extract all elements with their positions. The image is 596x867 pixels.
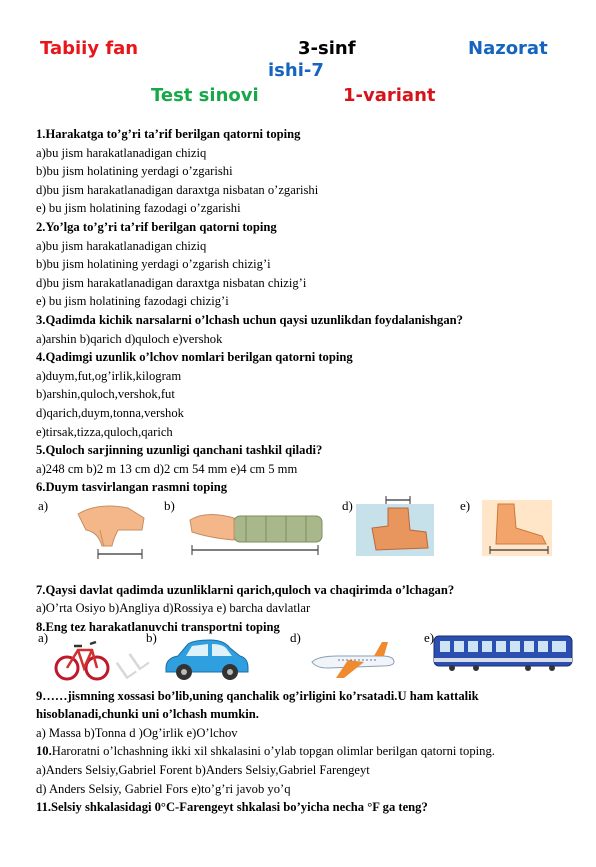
answer-option: a)248 cm b)2 m 13 cm d)2 cm 54 mm e)4 cm 5 mm [36, 461, 298, 476]
answer-option: a)O’rta Osiyo b)Angliya d)Rossiya e) barcha davlatlar [36, 601, 311, 616]
answer-option: e)tirsak,tizza,quloch,qarich [36, 424, 173, 439]
q6-images [36, 496, 576, 562]
grade-title: 3-sinf [298, 38, 356, 59]
control-title-part1: Nazorat [468, 38, 548, 59]
question-1: 1.Harakatga to’g’ri ta’rif berilgan qatorni toping [36, 127, 301, 141]
q8-images [36, 630, 576, 686]
train-image [432, 632, 576, 672]
hand-inch-image [58, 496, 148, 562]
car-image [160, 636, 250, 682]
control-title-part2: ishi-7 [268, 60, 324, 81]
answer-option: b)bu jism holatining yerdagi o’zgarishi [36, 164, 233, 179]
answer-option: a)bu jism harakatlanadigan chiziq [36, 238, 207, 253]
question-11: 11.Selsiy shkalasidagi 0°C-Farengeyt shkalasi bo’yicha necha °F ga teng? [36, 800, 428, 815]
answer-option: a) Massa b)Tonna d )Og’irlik e)O’lchov [36, 725, 238, 740]
answer-option: a)arshin b)qarich d)quloch e)vershok [36, 331, 223, 346]
question-8: 8.Eng tez harakatlanuvchi transportni toping [36, 620, 280, 635]
question-2: 2.Yo’lga to’g’ri ta’rif berilgan qatorni toping [36, 219, 277, 234]
q8-label-b: b) [146, 630, 157, 645]
question-5: 5.Quloch sarjinning uzunligi qanchani tashkil qiladi? [36, 443, 323, 458]
answer-option: a)Anders Selsiy,Gabriel Forent b)Anders Selsiy,Gabriel Farengeyt [36, 763, 370, 778]
answer-option: e) bu jism holatining fazodagi o’zgarishi [36, 201, 241, 216]
q6-label-e: e) [460, 498, 471, 513]
q8-label-d: d) [290, 630, 301, 645]
question-10-number: 10. [36, 744, 52, 759]
questions-block-1 [36, 125, 566, 817]
bicycle-image [54, 634, 110, 684]
question-4: 4.Qadimgi uzunlik o’lchov nomlari berilgan qatorni toping [36, 350, 353, 365]
answer-option: e) bu jism holatining fazodagi chizig’i [36, 294, 229, 309]
question-9: 9……jismning xossasi bo’lib,uning qanchalik og’irligini ko’rsatadi.U ham kattalik hisoblanadi,chunki uni o’lchash mumkin. [36, 688, 479, 722]
answer-option: d)bu jism harakatlanadigan daraxtga nisbatan chizig’i [36, 275, 307, 290]
variant-label: 1-variant [343, 85, 436, 106]
answer-option: a)bu jism harakatlanadigan chiziq [36, 145, 207, 160]
answer-option: b)bu jism holatining yerdagi o’zgarish chizig’i [36, 257, 271, 272]
question-10: 10.Haroratni o’lchashning ikki xil shkalasini o’ylab topgan olimlar berilgan qatorni toping. [36, 744, 495, 759]
answer-option: d)bu jism harakatlanadigan daraxtga nisbatan o’zgarishi [36, 182, 319, 197]
question-3: 3.Qadimda kichik narsalarni o’lchash uchun qaysi uzunlikdan foydalanishgan? [36, 312, 463, 327]
q8-label-a: a) [38, 630, 49, 645]
thumb-inch-image [354, 496, 438, 558]
airplane-image [308, 638, 398, 682]
test-label: Test sinovi [151, 85, 259, 106]
foot-image [480, 498, 554, 558]
svg-text:LL: LL [110, 642, 154, 686]
answer-option: d)qarich,duym,tonna,vershok [36, 405, 184, 420]
q6-label-d: d) [342, 498, 353, 513]
answer-option: a)duym,fut,og’irlik,kilogram [36, 368, 182, 383]
q8-label-e: e) [424, 630, 435, 645]
q6-label-b: b) [164, 498, 175, 513]
question-7: 7.Qaysi davlat qadimda uzunliklarni qarich,quloch va chaqirimda o’lchagan? [36, 582, 455, 597]
answer-option: d) Anders Selsiy, Gabriel Fors e)to’g’ri javob yo’q [36, 781, 291, 796]
arm-sleeve-image [186, 500, 326, 562]
question-6: 6.Duym tasvirlangan rasmni toping [36, 480, 228, 495]
subject-title: Tabiiy fan [40, 38, 139, 59]
answer-option: b)arshin,quloch,vershok,fut [36, 387, 175, 402]
q6-label-a: a) [38, 498, 49, 513]
